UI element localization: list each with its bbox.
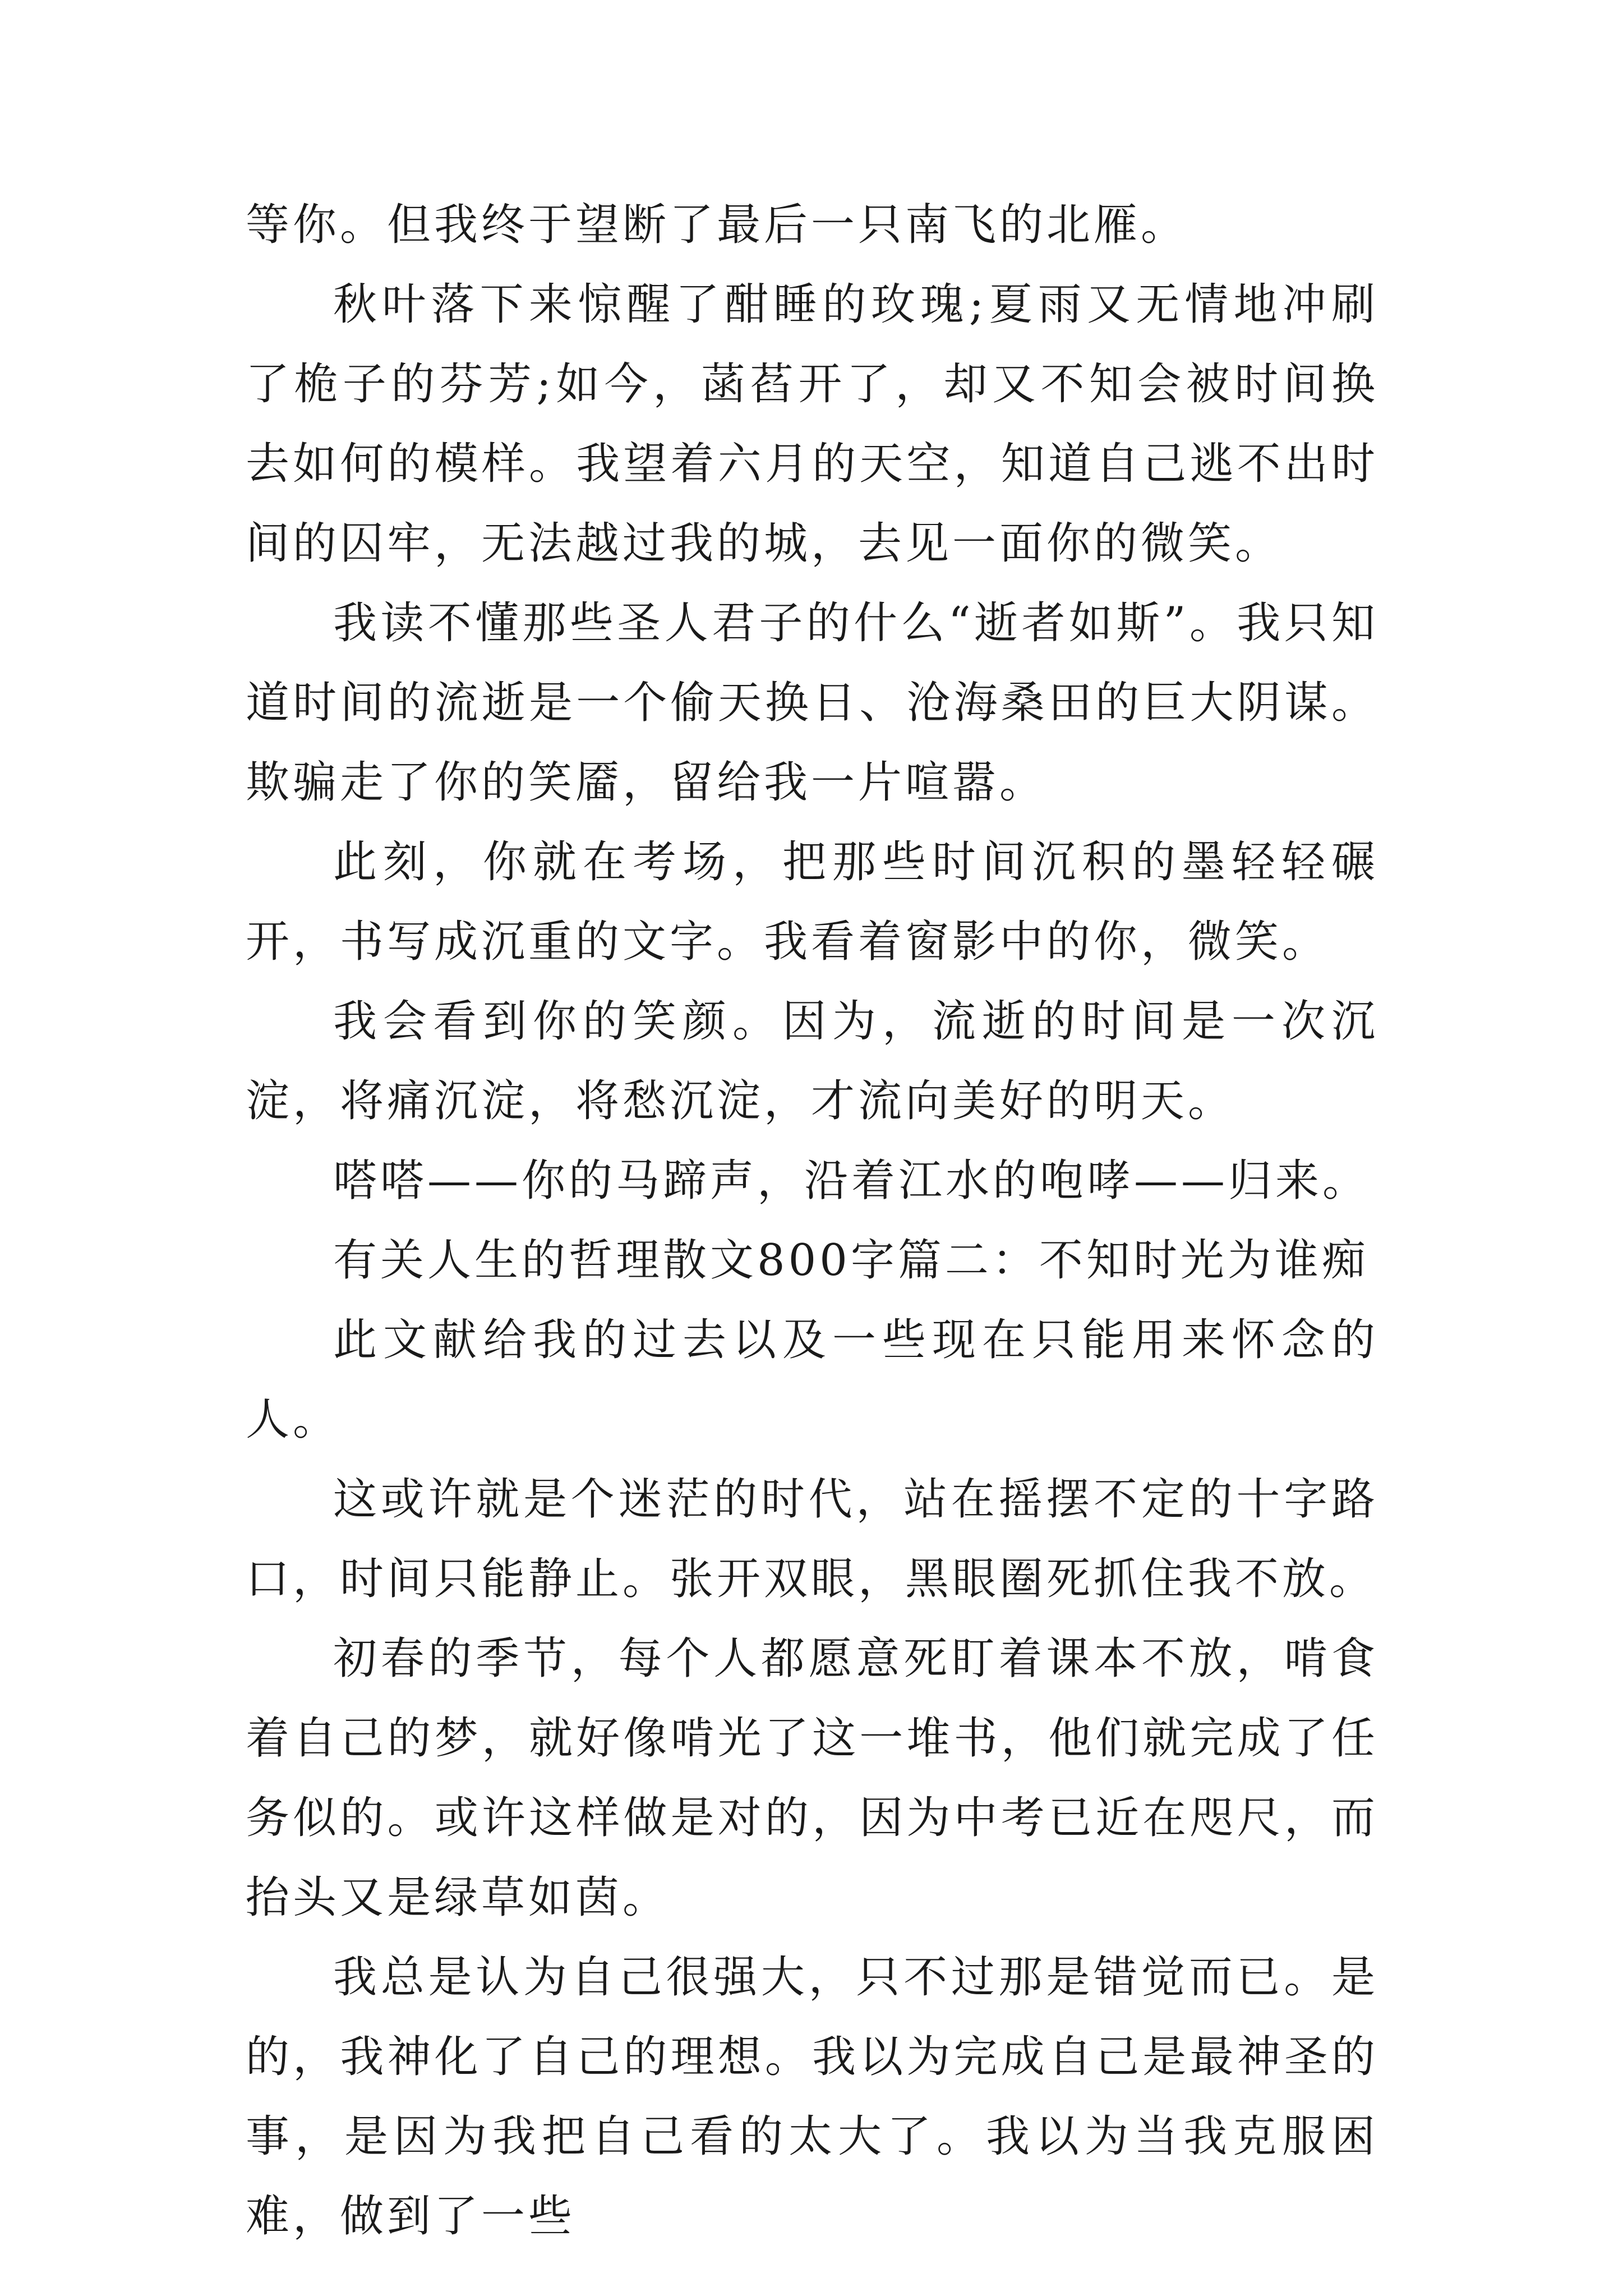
paragraph: 此刻，你就在考场，把那些时间沉积的墨轻轻碾开，书写成沉重的文字。我看着窗影中的你，微笑。 [246, 837, 1378, 967]
paragraph: 初春的季节，每个人都愿意死盯着课本不放，啃食着自己的梦，就好像啃光了这一堆书，他们就完成了任务似的。或许这样做是对的，因为中考已近在咫尺，而抬头又是绿草如茵。 [246, 1634, 1378, 1923]
paragraph: 秋叶落下来惊醒了酣睡的玫瑰;夏雨又无情地冲刷了桅子的芬芳;如今，菡萏开了，却又不知会被时间换去如何的模样。我望着六月的天空，知道自己逃不出时间的囚牢，无法越过我的城，去见一面你的微笑。 [246, 279, 1378, 569]
section-heading: 有关人生的哲理散文800字篇二：不知时光为谁痴 [333, 1235, 1369, 1286]
paragraph: 这或许就是个迷茫的时代，站在摇摆不定的十字路口，时间只能静止。张开双眼，黑眼圈死抓住我不放。 [246, 1474, 1378, 1604]
paragraph: 等你。但我终于望断了最后一只南飞的北雁。 [246, 200, 1188, 250]
paragraph: 此文献给我的过去以及一些现在只能用来怀念的人。 [246, 1315, 1378, 1445]
paragraph: 我总是认为自己很强大，只不过那是错觉而已。是的，我神化了自己的理想。我以为完成自己是最神圣的事，是因为我把自己看的太大了。我以为当我克服困难，做到了一些 [246, 1952, 1378, 2242]
paragraph: 我会看到你的笑颜。因为，流逝的时间是一次沉淀，将痛沉淀，将愁沉淀，才流向美好的明天。 [246, 996, 1378, 1126]
body-text [246, 185, 1378, 2256]
paragraph: 嗒嗒——你的马蹄声，沿着江水的咆哮——归来。 [333, 1156, 1370, 1206]
paragraph: 我读不懂那些圣人君子的什么“逝者如斯”。我只知道时间的流逝是一个偷天换日、沧海桑田的巨大阴谋。欺骗走了你的笑靥，留给我一片喧嚣。 [246, 598, 1378, 808]
